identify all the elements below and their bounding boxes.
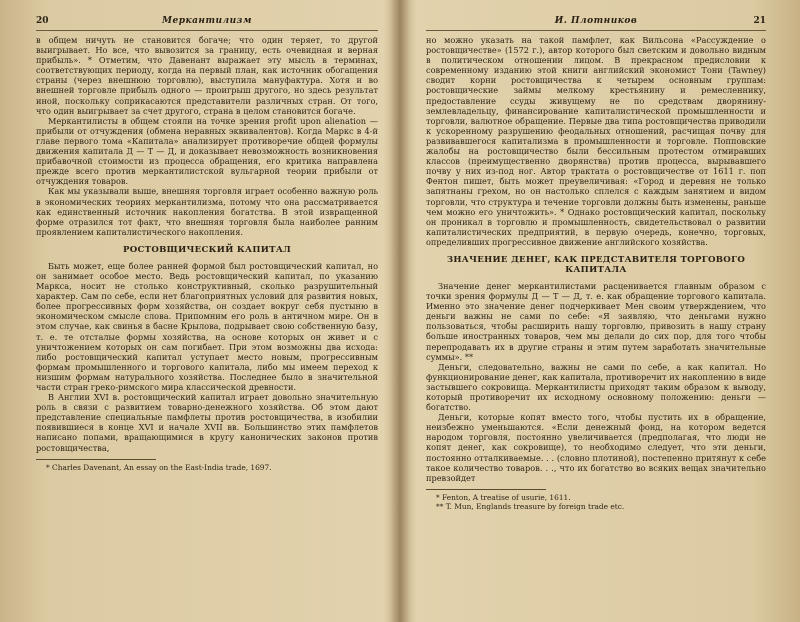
section-heading: РОСТОВЩИЧЕСКИЙ КАПИТАЛ xyxy=(122,244,292,255)
footnote: * Charles Davenant, An essay on the East-India trade, 1697. xyxy=(46,462,272,472)
paragraph: Как мы указывали выше, внешняя торговля играет особенно важную роль в экономических теориях меркантилизма, потому что она рассматривается как единственный источник накопления богатства. В этой извращенной форме отразился тот факт, что внешняя торговля была наиболее ранним проявлением капиталистического накопления. xyxy=(36,186,378,237)
paragraph: В Англии XVI в. ростовщический капитал играет довольно значительную роль в связи с развитием товарно-денежного хозяйства. Об этом дают представление специальные памфлеты против ростовщичества, в изобилии появившиеся в конце XVI и начале XVII вв. Большинство этих памфлетов написано попами, вращающимися в кругу канонических законов против ростовщичества, xyxy=(36,392,378,453)
page-fold-shadow xyxy=(400,0,410,622)
left-page-header xyxy=(36,16,378,31)
paragraph: Деньги, следовательно, важны не сами по себе, а как капитал. Но функционирование денег, как капитала, противоречит их накоплению в виде застывшего сокровища. Меркантилисты приходят таким образом к выводу, который противоречит их исходному основному положению: деньги — богатство. xyxy=(426,361,766,413)
footnote-rule xyxy=(36,459,156,460)
footnote: * Fenton, A treatise of usurie, 1611. xyxy=(436,492,571,502)
paragraph: Быть может, еще более ранней формой был ростовщический капитал, но он занимает особое место. Ведь ростовщический капитал, по указанию Маркса, носит не столько конструктивный, сколько разрушительный характер. Сам по себе, если нет благоприятных условий для развития новых, более прогрессивных форм хозяйства, он создает вокруг себя пустыню в экономическом смысле слова. Припомним его роль в античном мире. Он в этом случае, как свинья в басне Крылова, подрывает свою собственную базу, т. е. те отсталые формы хозяйства, на основе которых он живет и с уничтожением которых он сам погибает. При этом возможны два исхода: либо ростовщический капитал уступает место новым, прогрессивным формам промышленного и торгового капитала, либо мы имеем переход к низшим формам натурального хозяйства. Последнее было в значительной части стран греко-римского мира классической древности. xyxy=(36,260,378,392)
paragraph: Меркантилисты в общем стояли на точке зрения profit upon alienation — прибыли от отчуждения (обмена неравных эквивалентов). Когда Маркс в 4-й главе первого тома «Капитала» анализирует противоречие общей формулы движения капитала Д — Т — Д, и доказывает невозможность возникновения прибавочной стоимости из процесса обращения, его критика направлена прежде всего против меркантилистской вульгарной теории прибыли от отчуждения товаров. xyxy=(36,115,378,187)
paragraph: Значение денег меркантилистами расценивается главным образом с точки зрения формулы Д — Т — Д, т. е. как обращение торгового капитала. Именно это значение денег подчеркивает Мен своим утверждением, что деньги важны не сами по себе: «Я заявляю, что деньгами нужно пользоваться, чтобы расширить нашу торговлю, привозить в нашу страну больше иностранных товаров, чем мы делали до сих пор, для того чтобы перепродавать их в другие страны и этим путем заработать значительные суммы». ** xyxy=(426,280,766,362)
right-page-header xyxy=(426,16,766,31)
paragraph: но можно указать на такой памфлет, как Вильсона «Рассуждение о ростовщичестве» (1572 г.), автор которого был светским и довольно видным в политическом отношении лицом. В прекрасном предисловии к современному изданию этой книги английский экономист Тони (Tawney) сводит корни ростовщичества к четырем основным группам: ростовщические займы мелкому крестьянину и ремесленнику, предоставление ссуды живущему не по средствам дворянину-землевладельцу, финансирование капиталистической промышленности и торговли, валютное обращение. Первые два типа ростовщичества приводили к ускоренному разрушению феодальных отношений, расчищая почву для развивавшегося капитализма в промышленности и торговле. Попповские жалобы на ростовщичество были бессильным протестом отмиравших классов (преимущественно дворянства) против процесса, вырывавшего почву у них из-под ног. Автор трактата о ростовщичестве от 1611 г. поп Фентон пишет, быть может преувеличивая: «Город и деревня не только запятнаны грехом, но он настолько сплелся с каждым занятием и видом торговли, что структура и течение торговли должны быть изменены, раньше чем можно его уничтожить». * Однако ростовщический капитал, поскольку он проникал в торговлю и промышленность, свидетельствовал о развитии капиталистических предприятий, в первую очередь, конечно, торговых, определивших прогрессивное движение английского хозяйства. xyxy=(426,35,766,247)
running-title: Меркантилизм xyxy=(162,16,252,26)
footnote-rule xyxy=(426,489,546,490)
paragraph: в общем ничуть не становится богаче; что один теряет, то другой выигрывает. Но все, что вывозится за границу, есть очевидная и верная прибыль». * Отметим, что Давенант выражает эту мысль в терминах, соответствующих периоду, когда на первый план, как источник обогащения страны (через внешнюю торговлю), выступила мануфактура. Хотя и во внешней торговле прибыль одного — проигрыш другого, но здесь результат иной, поскольку соприкасаются представители различных стран. От того, что один выигрывает за счет другого, страна в целом становится богаче. xyxy=(36,35,378,116)
right-page xyxy=(400,0,800,622)
page-number: 21 xyxy=(753,16,766,26)
page-fold-shadow xyxy=(390,0,400,622)
paragraph: Деньги, которые копят вместо того, чтобы пустить их в обращение, неизбежно уменьшаются. «Если денежный фонд, на котором ведется народом торговля, постоянно увеличивается (предполагая, что люди не копят денег, как сокровище), то необходимо следует, что эти деньги, постоянно отталкиваемые. . . (словно плотиной), постепенно притянут к себе такое количество товаров. . ., что их богатство во всяких вещах значительно превзойдет xyxy=(426,412,766,483)
page-number: 20 xyxy=(36,16,49,26)
section-heading: ЗНАЧЕНИЕ ДЕНЕГ, КАК ПРЕДСТАВИТЕЛЯ ТОРГОВОГО КАПИТАЛА xyxy=(446,254,746,275)
footnote: ** T. Mun, Englands treasure by foreign trade etc. xyxy=(436,501,625,511)
running-title: И. Плотников xyxy=(554,16,638,26)
